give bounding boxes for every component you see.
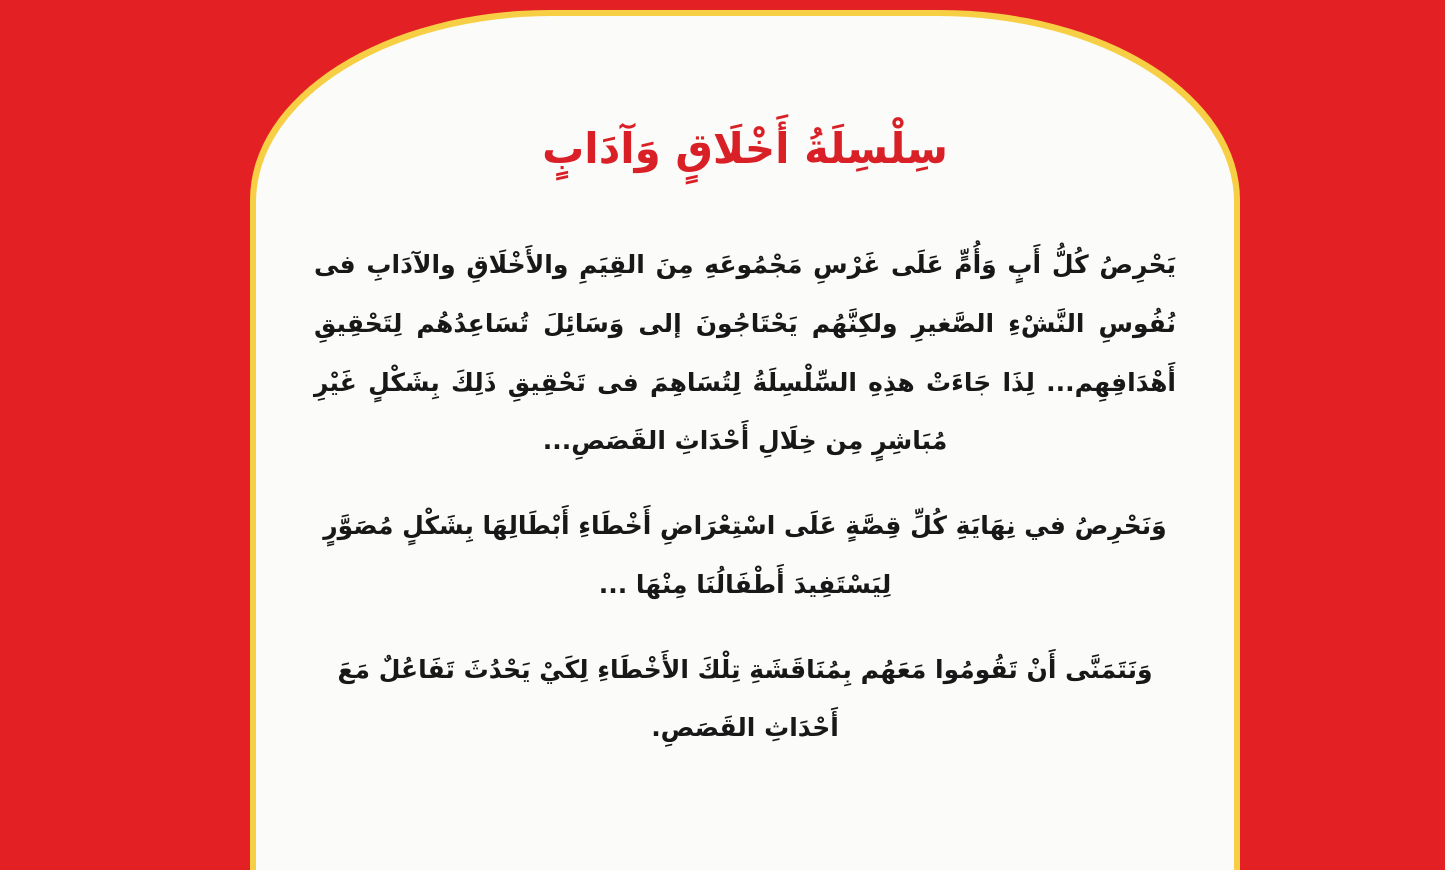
series-title: سِلْسِلَةُ أَخْلَاقٍ وَآدَابٍ [542, 124, 948, 173]
blurb-paragraph: وَنَحْرِصُ في نِهَايَةِ كُلِّ قِصَّةٍ عَلَى اسْتِعْرَاضِ أَخْطَاءِ أَبْطَالِهَا بِشَكْلٍ مُصَوَّرٍ لِيَسْتَفِيدَ أَطْفَالُنَا مِنْهَا ... [323, 511, 1167, 599]
blurb-text [314, 236, 1176, 784]
arched-panel [256, 16, 1234, 870]
blurb-paragraph: يَحْرِصُ كُلُّ أَبٍ وَأُمٍّ عَلَى غَرْسِ مَجْمُوعَهِ مِنَ القِيَمِ والأَخْلَاقِ والآدَابِ فى نُفُوسِ النَّشْءِ الصَّغيرِ ولكِنَّهُم يَحْتَاجُونَ إلى وَسَائِلَ تُسَاعِدُهُم لِتَحْقِيقِ أَهْدَافِهِم... لِذَا جَاءَتْ هذِهِ السِّلْسِلَةُ لِتُسَاهِمَ فى تَحْقِيقِ ذَلِكَ بِشَكْلٍ غَيْرِ مُبَاشِرٍ مِن خِلَالِ أَحْدَاثِ القَصَصِ... [314, 250, 1176, 456]
blurb-paragraph: وَنَتَمَنَّى أَنْ تَقُومُوا مَعَهُم بِمُنَاقَشَةِ تِلْكَ الأَخْطَاءِ لِكَيْ يَحْدُثَ تَفَاعُلٌ مَعَ أَحْدَاثِ القَصَصِ. [337, 654, 1153, 743]
arched-panel-border [250, 10, 1240, 870]
